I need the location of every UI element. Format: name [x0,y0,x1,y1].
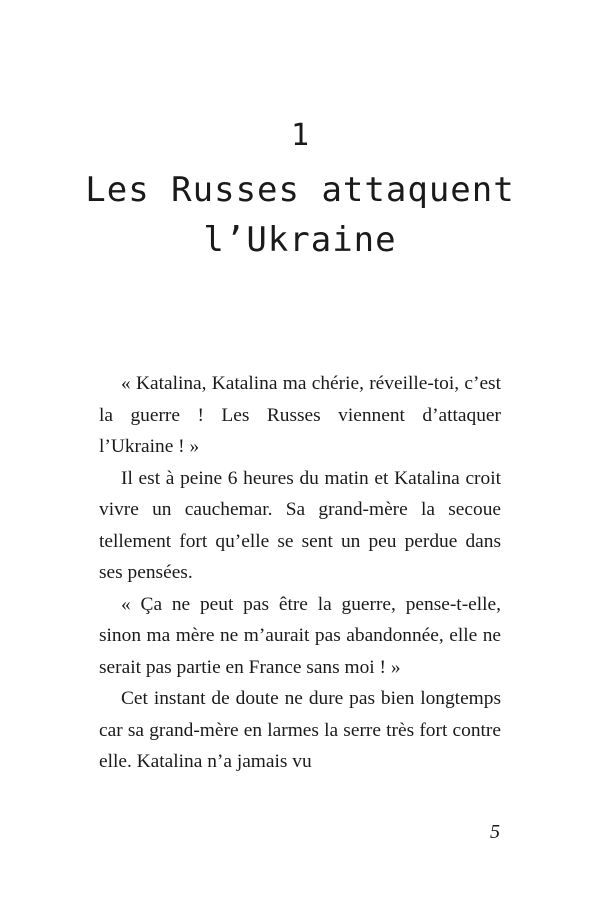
paragraph: Cet instant de doute ne dure pas bien longtemps car sa grand-mère en larmes la serre très fort contre elle. Katalina n’a jamais vu [99,688,501,772]
chapter-title: Les Russes attaquent l’Ukraine [85,170,515,260]
paragraph: « Katalina, Katalina ma chérie, réveille-toi, c’est la guerre ! Les Russes viennent d’attaquer l’Ukraine ! » [99,373,501,457]
paragraph: « Ça ne peut pas être la guerre, pense-t-elle, sinon ma mère ne m’aurait pas abandonnée, elle ne serait pas partie en France sans moi ! » [99,593,501,678]
chapter-number: 1 [290,118,310,153]
chapter-body [99,368,501,778]
paragraph: Il est à peine 6 heures du matin et Katalina croit vivre un cauchemar. Sa grand-mère la secoue tellement fort qu’elle se sent un peu perdue dans ses pensées. [99,467,501,583]
page-number: 5 [490,821,500,843]
